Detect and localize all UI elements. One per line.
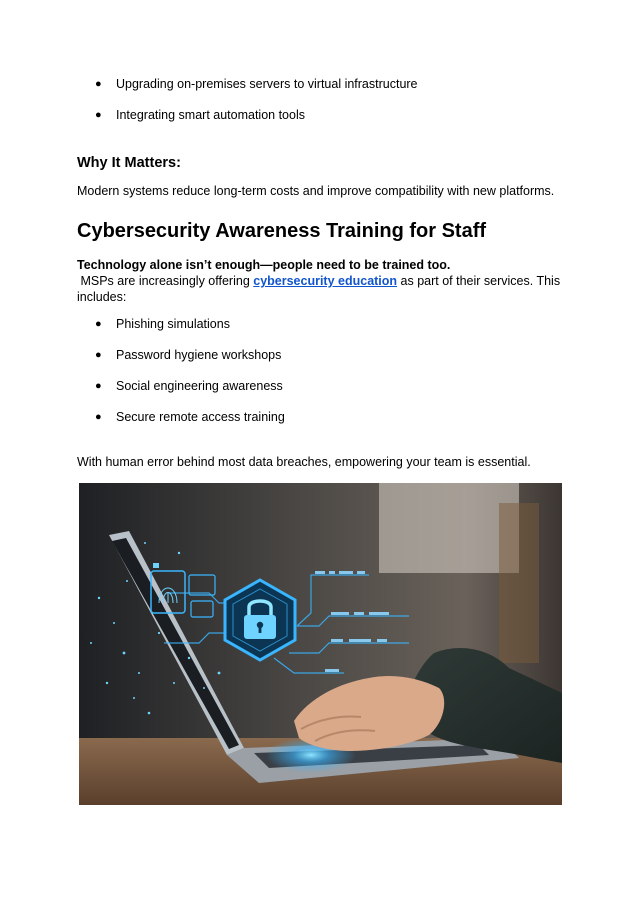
section-title: Cybersecurity Awareness Training for Staff (77, 220, 487, 242)
intro-paragraph-line2: includes: (77, 290, 127, 304)
why-heading: Why It Matters: (77, 155, 181, 171)
intro-paragraph-line1 (77, 272, 560, 290)
intro-text: MSPs are increasingly offering (77, 274, 254, 288)
list-item: ● Integrating smart automation tools (95, 108, 305, 122)
why-text: Modern systems reduce long-term costs and improve compatibility with new platforms. (77, 184, 555, 198)
list-item: ● Social engineering awareness (95, 379, 283, 393)
bullet-icon: ● (95, 411, 102, 423)
bullet-icon: ● (95, 380, 102, 392)
laptop-security-illustration (79, 483, 562, 805)
bullet-icon: ● (95, 349, 102, 361)
bullet-icon: ● (95, 78, 102, 90)
bullet-icon: ● (95, 318, 102, 330)
list-item: ● Phishing simulations (95, 317, 230, 331)
hero-image (79, 483, 562, 805)
intro-text-end: as part of their services. This (397, 274, 561, 288)
list-item: ● Upgrading on-premises servers to virtual infrastructure (95, 77, 418, 91)
closing-text: With human error behind most data breaches, empowering your team is essential. (77, 455, 531, 469)
list-item: ● Password hygiene workshops (95, 348, 282, 362)
list-item: ● Secure remote access training (95, 410, 285, 424)
cybersecurity-education-link[interactable]: cybersecurity education (253, 274, 398, 288)
bullet-icon: ● (95, 109, 102, 121)
lead-bold-text: Technology alone isn’t enough—people need to be trained too. (77, 258, 451, 272)
